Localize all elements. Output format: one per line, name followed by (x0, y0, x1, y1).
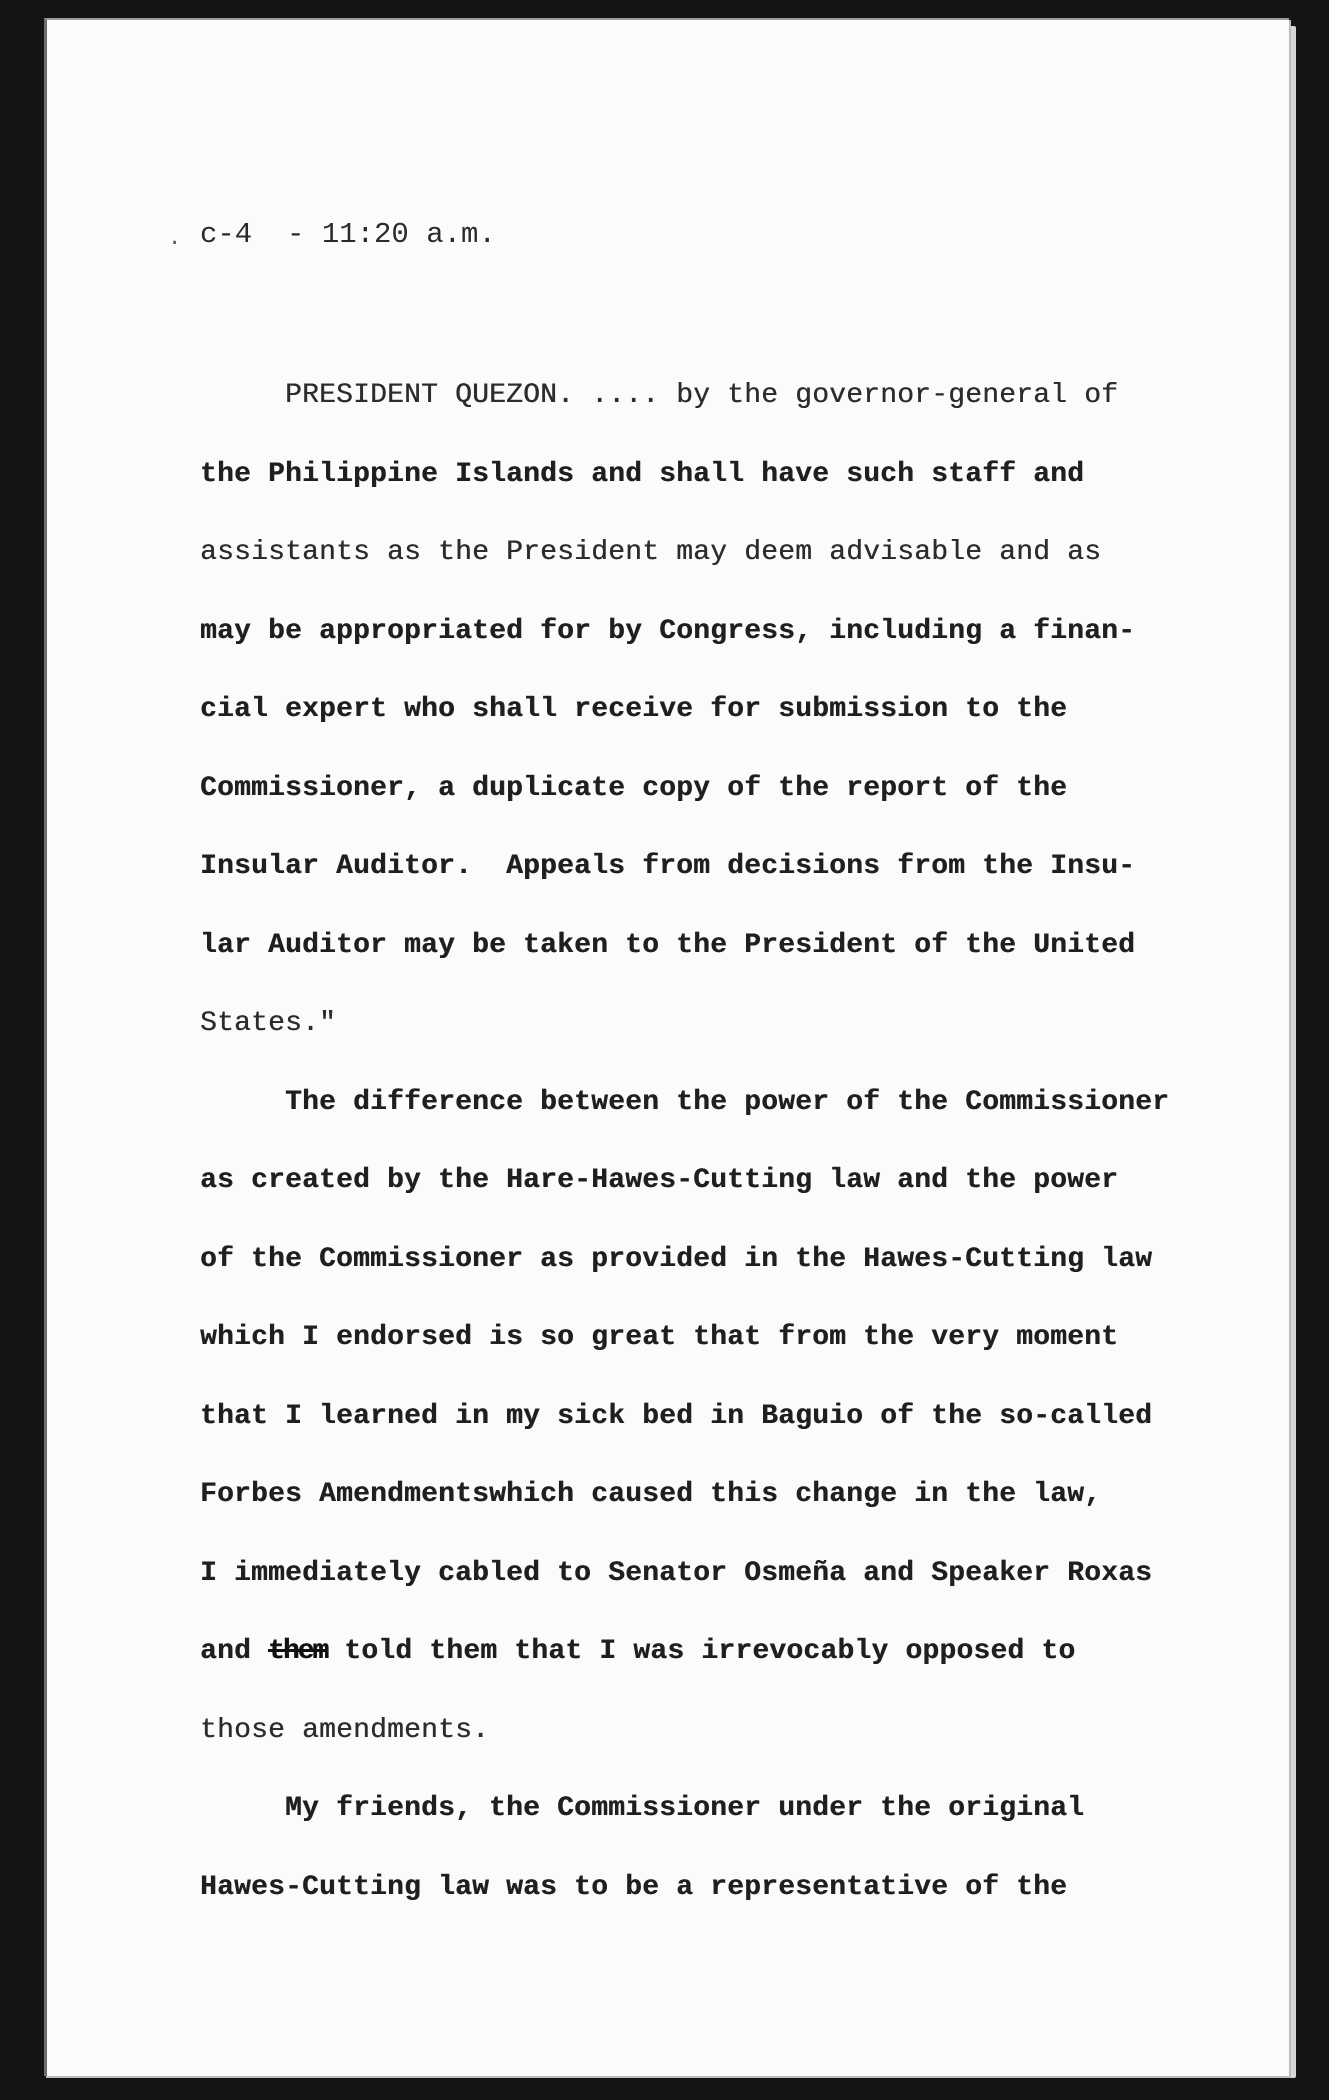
text-line: The difference between the power of the Commissioner (200, 1087, 1170, 1118)
text-line: Commissioner, a duplicate copy of the report of the (200, 773, 1068, 804)
text-line: lar Auditor may be taken to the President of the United (200, 930, 1136, 961)
text-line: My friends, the Commissioner under the original (200, 1793, 1085, 1824)
line-start: and (200, 1636, 269, 1667)
text-line: Hawes-Cutting law was to be a representative of the (200, 1872, 1068, 1903)
text-line: cial expert who shall receive for submission to the (200, 694, 1068, 725)
text-line: assistants as the President may deem advisable and as (200, 537, 1102, 568)
text-line: may be appropriated for by Congress, including a finan- (200, 616, 1136, 647)
text-line: of the Commissioner as provided in the Hawes-Cutting law (200, 1244, 1153, 1275)
text-line: States." (200, 1008, 337, 1039)
text-line: Forbes Amendmentswhich caused this change in the law, (200, 1479, 1102, 1510)
page-code-time: c-4 - 11:20 a.m. (200, 218, 496, 251)
text-line: the Philippine Islands and shall have such staff and (200, 459, 1085, 490)
text-line: which I endorsed is so great that from the very moment (200, 1322, 1119, 1353)
text-line: that I learned in my sick bed in Baguio of the so-called (200, 1401, 1153, 1432)
line-end: told them that I was irrevocably opposed to (327, 1636, 1076, 1667)
margin-mark: . (168, 226, 182, 251)
text-line: PRESIDENT QUEZON. .... by the governor-general of (200, 380, 1119, 411)
struck-text-line (200, 1636, 1075, 1667)
text-line: I immediately cabled to Senator Osmeña and Speaker Roxas (200, 1558, 1153, 1589)
text-line: as created by the Hare-Hawes-Cutting law and the power (200, 1165, 1119, 1196)
typed-over-word: them (268, 1636, 328, 1667)
text-line: Insular Auditor. Appeals from decisions from the Insu- (200, 851, 1136, 882)
text-line: those amendments. (200, 1715, 490, 1746)
